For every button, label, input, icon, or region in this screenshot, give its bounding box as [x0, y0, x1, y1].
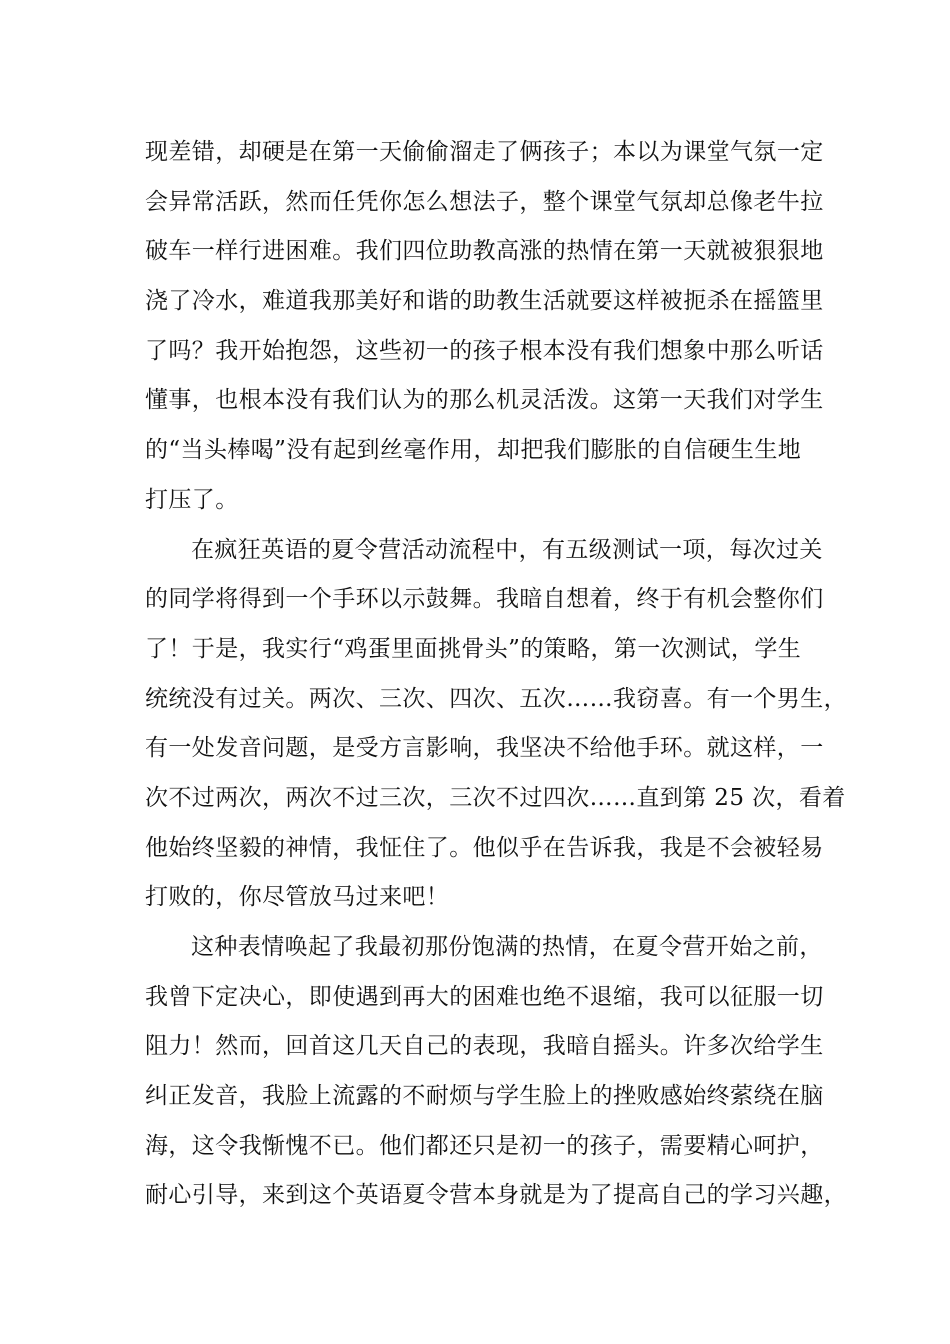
document-body: [145, 128, 847, 1221]
text-line: 有一处发音问题，是受方言影响，我坚决不给他手环。就这样，一: [145, 735, 824, 762]
text-line: 了吗？我开始抱怨，这些初一的孩子根本没有我们想象中那么听话: [145, 337, 824, 364]
text-line: 他始终坚毅的神情，我怔住了。他似乎在告诉我，我是不会被轻易: [145, 834, 824, 861]
text-line: 的“当头棒喝”没有起到丝毫作用，却把我们膨胀的自信硬生生地: [145, 437, 802, 464]
text-line: 了！于是，我实行“鸡蛋里面挑骨头”的策略，第一次测试，学生: [145, 635, 802, 662]
text-line: 现差错，却硬是在第一天偷偷溜走了俩孩子；本以为课堂气氛一定: [145, 139, 824, 165]
text-line: 的同学将得到一个手环以示鼓舞。我暗自想着，终于有机会整你们: [145, 586, 824, 613]
text-line: 纠正发音，我脸上流露的不耐烦与学生脸上的挫败感始终萦绕在脑: [145, 1083, 824, 1110]
text-line: 统统没有过关。两次、三次、四次、五次……我窃喜。有一个男生，: [145, 685, 847, 712]
paragraph-first-line: 这种表情唤起了我最初那份饱满的热情，在夏令营开始之前，: [191, 934, 823, 960]
text-line: 打压了。: [145, 486, 239, 513]
text-line: 阻力！然而，回首这几天自己的表现，我暗自摇头。许多次给学生: [145, 1033, 824, 1060]
paragraph-first-line: 在疯狂英语的夏令营活动流程中，有五级测试一项，每次过关: [191, 536, 823, 563]
text-line: 打败的，你尽管放马过来吧！: [145, 884, 450, 911]
text-line: 海，这令我惭愧不已。他们都还只是初一的孩子，需要精心呵护，: [145, 1132, 824, 1159]
text-line: 破车一样行进困难。我们四位助教高涨的热情在第一天就被狠狠地: [145, 238, 824, 265]
text-line: 耐心引导，来到这个英语夏令营本身就是为了提高自己的学习兴趣，: [145, 1182, 847, 1209]
text-line: 会异常活跃，然而任凭你怎么想法子，整个课堂气氛却总像老牛拉: [145, 188, 824, 215]
text-line: 次不过两次，两次不过三次，三次不过四次……直到第 25 次，看着: [145, 784, 846, 811]
text-line: 懂事，也根本没有我们认为的那么机灵活泼。这第一天我们对学生: [145, 387, 824, 414]
text-line: 我曾下定决心，即使遇到再大的困难也绝不退缩，我可以征服一切: [145, 983, 824, 1010]
text-line: 浇了冷水，难道我那美好和谐的助教生活就要这样被扼杀在摇篮里: [145, 288, 824, 315]
